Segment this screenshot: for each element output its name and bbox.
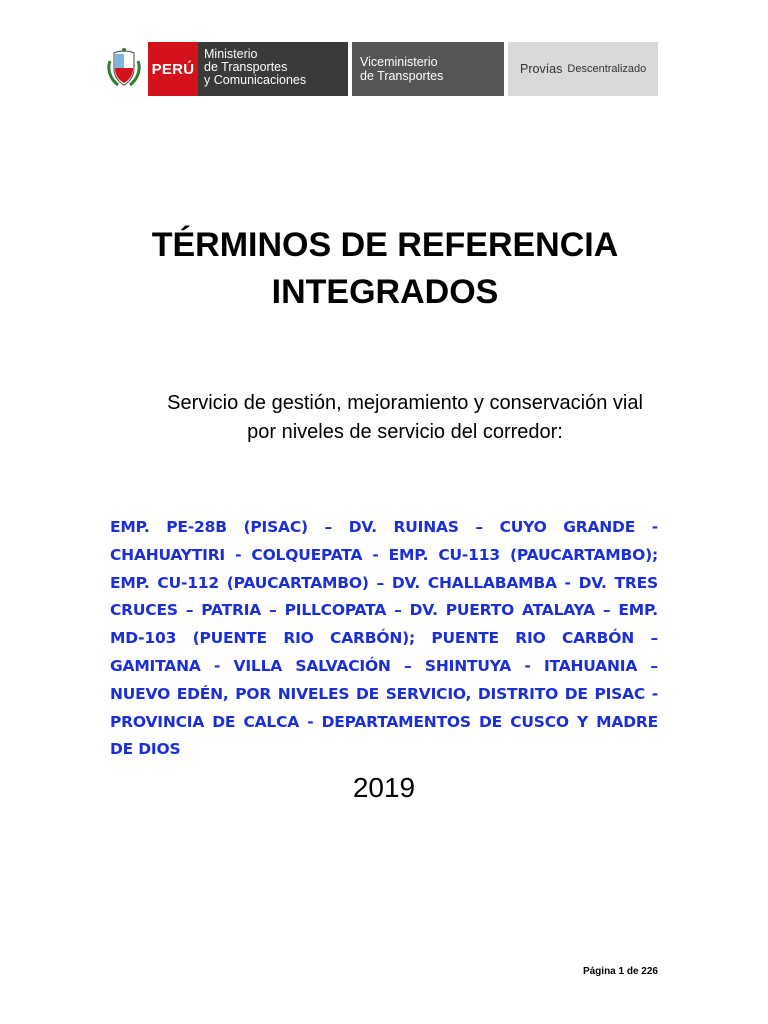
institutional-header <box>100 42 658 96</box>
provias-name: Provías <box>520 62 563 76</box>
title-line: INTEGRADOS <box>271 273 499 311</box>
peru-coat-of-arms-icon <box>100 42 148 96</box>
ministry-line: de Transportes <box>204 60 288 74</box>
vice-line: Viceministerio <box>360 55 438 69</box>
ministry-line: Ministerio <box>204 47 258 61</box>
page-number: Página 1 de 226 <box>582 966 658 977</box>
title-line: TÉRMINOS DE REFERENCIA <box>151 226 619 264</box>
document-title <box>80 222 690 316</box>
ministry-logo <box>100 42 348 96</box>
ministry-line: y Comunicaciones <box>204 73 307 87</box>
ministry-name <box>198 42 348 96</box>
provias-subname: Descentralizado <box>567 63 647 75</box>
provias-label <box>508 42 658 96</box>
vice-ministry-name <box>352 42 504 96</box>
document-year: 2019 <box>352 772 416 803</box>
vice-line: de Transportes <box>360 69 444 83</box>
country-label: PERÚ <box>148 42 198 96</box>
document-subtitle: Servicio de gestión, mejoramiento y conservación vial por niveles de servicio del corredor: <box>167 392 643 443</box>
corridor-description: EMP. PE-28B (PISAC) – DV. RUINAS – CUYO GRANDE - CHAHUAYTIRI - COLQUEPATA - EMP. CU-113 (PAUCARTAMBO); EMP. CU-112 (PAUCARTAMBO) – DV. CHALLABAMBA - DV. TRES CRUCES – PATRIA – PILLCOPATA – DV. PUERTO ATALAYA – EMP. MD-103 (PUENTE RIO CARBÓN); PUENTE RIO CARBÓN – GAMITANA - VILLA SALVACIÓN – SHINTUYA - ITAHUANIA – NUEVO EDÉN, POR NIVELES DE SERVICIO, DISTRITO DE PISAC - PROVINCIA DE CALCA - DEPARTAMENTOS DE CUSCO Y MADRE DE DIOS <box>110 518 658 759</box>
